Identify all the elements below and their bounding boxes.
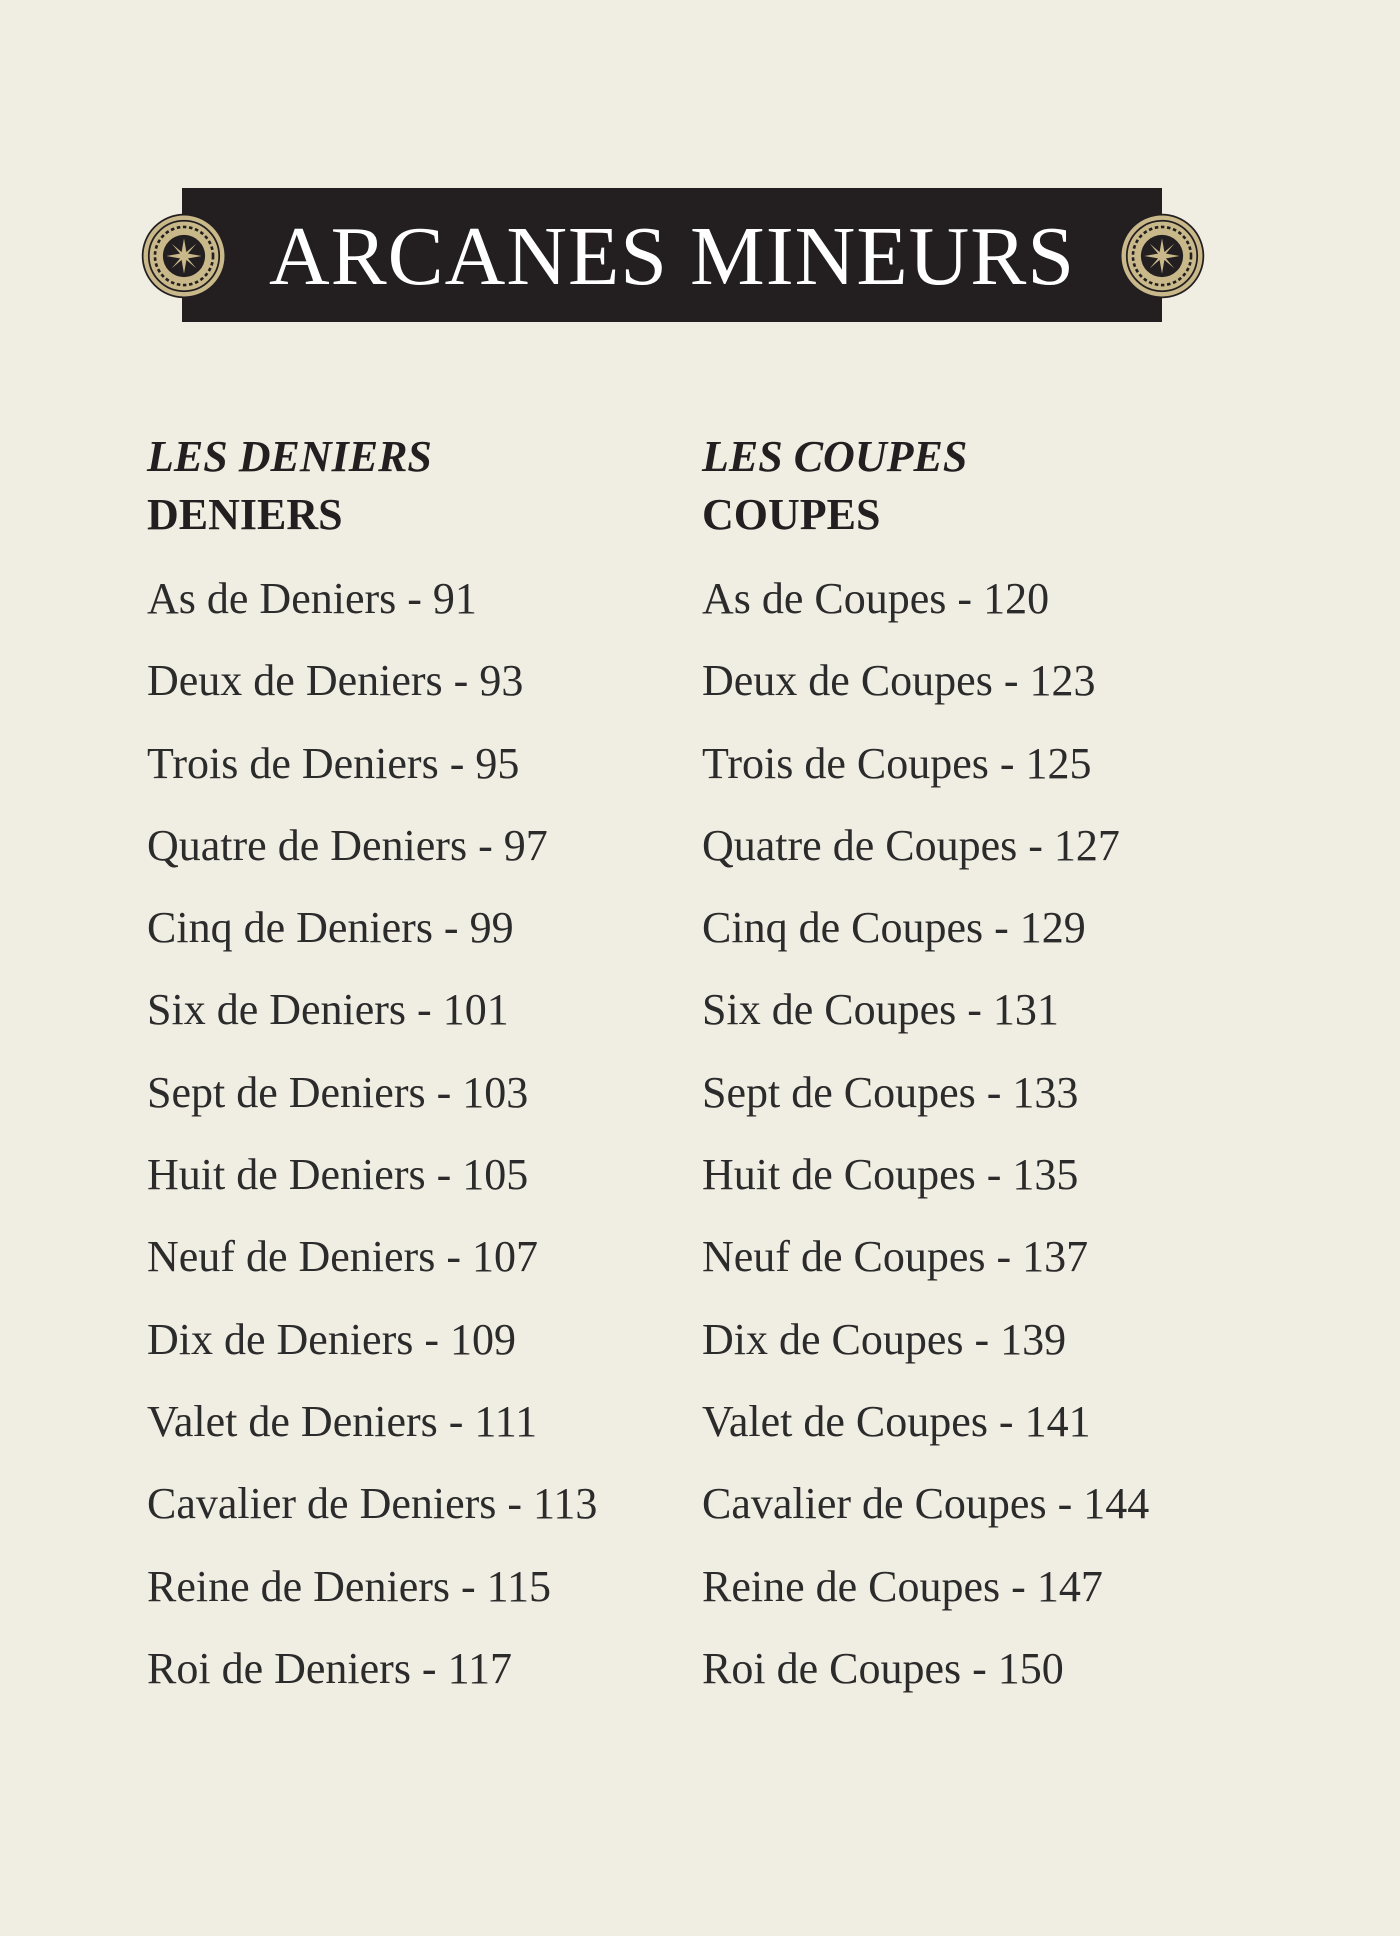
card-entry: Six de Deniers - 101 <box>147 985 509 1035</box>
sun-medallion-icon-right-svg <box>1118 212 1206 300</box>
card-list-coupes <box>702 558 1242 1710</box>
suit-heading-italic: LES COUPES <box>702 432 968 481</box>
suit-heading-coupes <box>702 428 1242 544</box>
card-entry: Neuf de Coupes - 137 <box>702 1232 1089 1282</box>
card-entry: Sept de Coupes - 133 <box>702 1067 1079 1117</box>
sun-medallion-icon <box>140 212 228 300</box>
card-entry: Dix de Deniers - 109 <box>147 1314 517 1364</box>
sun-medallion-icon <box>1118 212 1206 300</box>
card-entry: Trois de Coupes - 125 <box>702 738 1092 788</box>
page-title: ARCANES MINEURS <box>268 210 1076 303</box>
sun-medallion-icon-left-svg <box>140 212 228 300</box>
card-entry: As de Coupes - 120 <box>702 574 1050 623</box>
suit-heading-plain: DENIERS <box>147 490 343 539</box>
card-entry: Six de Coupes - 131 <box>702 985 1059 1035</box>
card-entry: Trois de Deniers - 95 <box>147 738 520 788</box>
suit-heading-deniers <box>147 428 687 544</box>
card-entry: Deux de Coupes - 123 <box>702 656 1096 706</box>
card-entry: Cinq de Coupes - 129 <box>702 903 1086 953</box>
suit-heading-italic: LES DENIERS <box>147 432 432 481</box>
card-entry: Reine de Deniers - 115 <box>147 1561 552 1611</box>
card-entry: Deux de Deniers - 93 <box>147 656 524 706</box>
card-entry: Valet de Coupes - 141 <box>702 1396 1091 1446</box>
card-entry: Quatre de Coupes - 127 <box>702 820 1120 870</box>
card-entry: Huit de Deniers - 105 <box>147 1150 529 1200</box>
card-entry: Roi de Deniers - 117 <box>147 1643 512 1693</box>
card-entry: Cavalier de Coupes - 144 <box>702 1479 1150 1529</box>
suit-column-deniers <box>147 428 687 1710</box>
card-entry: Reine de Coupes - 147 <box>702 1561 1103 1611</box>
card-entry: Sept de Deniers - 103 <box>147 1067 529 1117</box>
card-entry: Cavalier de Deniers - 113 <box>147 1479 598 1529</box>
card-entry: Quatre de Deniers - 97 <box>147 820 548 870</box>
title-banner <box>182 188 1162 322</box>
suit-heading-plain: COUPES <box>702 490 881 539</box>
card-entry: Roi de Coupes - 150 <box>702 1643 1064 1693</box>
card-entry: Huit de Coupes - 135 <box>702 1150 1079 1200</box>
card-entry: Valet de Deniers - 111 <box>147 1396 538 1446</box>
card-entry: Dix de Coupes - 139 <box>702 1314 1067 1364</box>
card-entry: Neuf de Deniers - 107 <box>147 1232 538 1282</box>
card-entry: As de Deniers - 91 <box>147 574 477 623</box>
card-list-deniers <box>147 558 687 1710</box>
card-entry: Cinq de Deniers - 99 <box>147 903 514 953</box>
suit-column-coupes <box>702 428 1242 1710</box>
